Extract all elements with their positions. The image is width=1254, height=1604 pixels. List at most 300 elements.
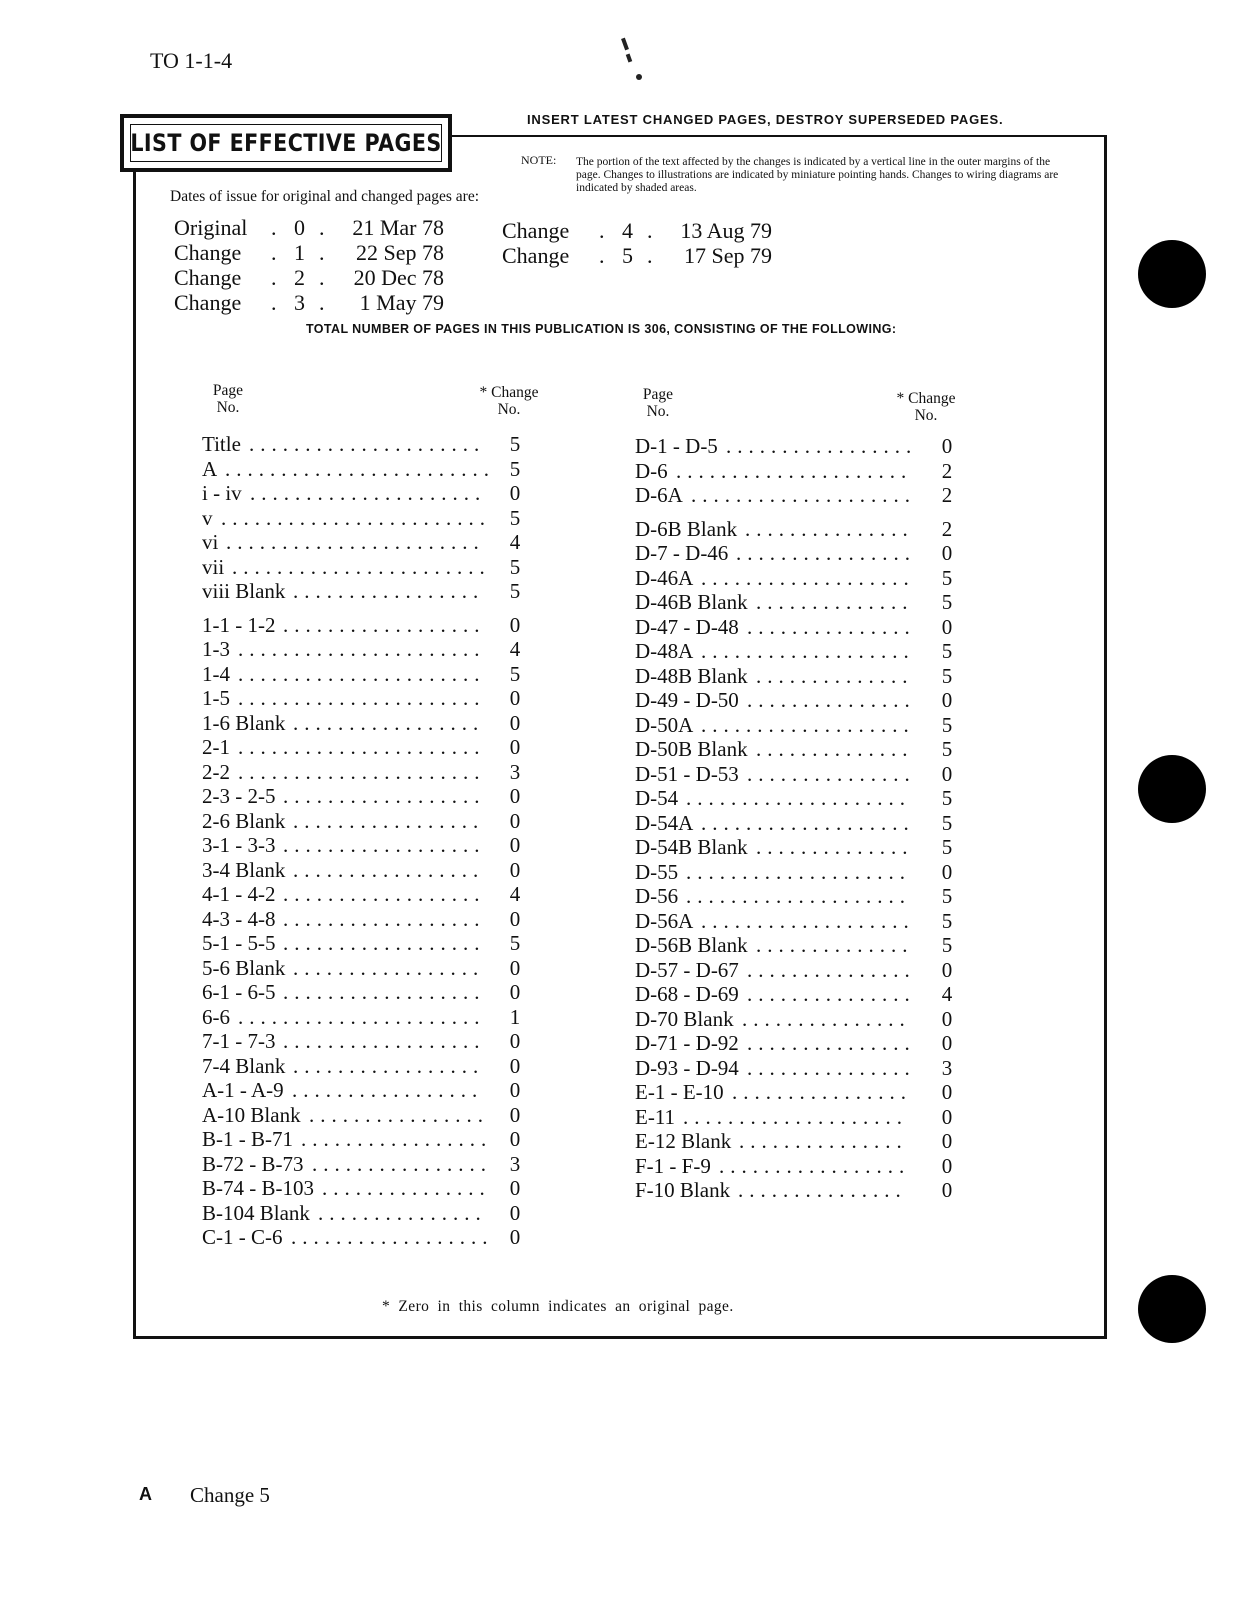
note-text: The portion of the text affected by the changes is indicated by a vertical line in the outer margins of the page. Changes to illustrations are indicated by miniature pointing hands. Changes to wiring diagrams are indicated by shaded areas.: [576, 156, 1059, 194]
leader-dots: ...............: [739, 1129, 908, 1153]
change-number: 5: [509, 931, 521, 955]
total-pages-line: TOTAL NUMBER OF PAGES IN THIS PUBLICATION IS 306, CONSISTING OF THE FOLLOWING:: [306, 322, 897, 336]
change-number: 0: [941, 1104, 953, 1129]
page-list-row: [202, 555, 533, 580]
page-list-row: [635, 1031, 965, 1056]
binder-hole: [1138, 240, 1206, 308]
leader-dots: ......................: [238, 661, 486, 686]
page-number: D-50A: [635, 712, 694, 737]
change-number: 5: [509, 456, 521, 481]
page-number: D-56A: [635, 908, 694, 933]
page-list-row: [202, 907, 533, 932]
leader-dots: ..................: [283, 784, 486, 808]
page-number: 1-1 - 1-2: [202, 612, 276, 637]
leader-dots: ......................: [238, 735, 486, 759]
page-list-row: [202, 530, 533, 555]
change-number: 0: [941, 761, 953, 786]
leader-dots: .................: [292, 1078, 484, 1102]
leader-dots: ..................: [283, 906, 486, 931]
page-list-row: [202, 662, 533, 687]
change-number: 0: [509, 808, 521, 833]
leader-dots: ..................: [283, 833, 486, 857]
leader-dots: ...............: [747, 688, 916, 712]
change-number: 0: [941, 614, 953, 639]
page-number: v: [202, 505, 213, 530]
issue-number: 4: [622, 218, 633, 243]
page-list-row: [202, 784, 533, 809]
leader-dots: ...............: [747, 957, 916, 982]
page-list-row: [635, 1080, 965, 1105]
change-number: 5: [941, 884, 953, 908]
change-number: 4: [509, 637, 521, 661]
page-number: Title: [202, 432, 241, 456]
leader-dots: .....................: [249, 432, 486, 456]
change-number: 0: [509, 1225, 521, 1249]
page-list-row: [635, 517, 965, 542]
leader-dots: ....................: [686, 884, 911, 908]
page-list-row: [202, 457, 533, 482]
page-list-row: [202, 637, 533, 662]
change-number: 0: [941, 1006, 953, 1031]
page-list-row: [635, 958, 965, 983]
leader-dot: .: [647, 243, 653, 268]
page-list-row: [635, 884, 965, 909]
page-list-row: [202, 1127, 533, 1152]
page-number: 6-1 - 6-5: [202, 980, 276, 1004]
leader-dots: .................: [301, 1127, 493, 1151]
page-number: 2-2: [202, 759, 230, 784]
change-number: 0: [509, 686, 521, 710]
page-list-row: [202, 809, 533, 834]
header-change: * Change: [479, 384, 539, 401]
leader-dots: ...............: [738, 1178, 907, 1202]
leader-dots: ..............: [756, 933, 914, 957]
change-number: 5: [941, 712, 953, 737]
change-number: 0: [509, 955, 521, 980]
leader-dots: .................: [293, 857, 485, 882]
leader-dot: .: [319, 240, 325, 265]
scan-mark: [621, 38, 629, 51]
header-no: No.: [497, 401, 521, 418]
page-number: B-104 Blank: [202, 1200, 310, 1225]
leader-dot: .: [599, 218, 605, 243]
leader-dot: .: [599, 243, 605, 268]
leader-dots: .................: [726, 434, 918, 458]
title-box: [120, 114, 452, 172]
leader-dots: ......................: [238, 686, 486, 710]
leader-dots: ..................: [283, 980, 486, 1004]
page-list-row: [635, 688, 965, 713]
change-number: 5: [941, 737, 953, 761]
page-number: 1-4: [202, 661, 230, 686]
page-number: D-6: [635, 458, 668, 483]
page-number: C-1 - C-6: [202, 1225, 283, 1249]
page-number: D-47 - D-48: [635, 614, 739, 639]
change-number: 5: [941, 908, 953, 933]
change-number: 1: [509, 1004, 521, 1029]
issue-row: [502, 243, 782, 268]
leader-dots: ...............: [318, 1200, 487, 1225]
issue-number: 2: [294, 265, 305, 290]
page-number: 2-3 - 2-5: [202, 784, 276, 808]
issue-number: 0: [294, 215, 305, 240]
change-no-header: [468, 384, 550, 418]
page-list-row: [635, 1007, 965, 1032]
leader-dots: ................: [736, 541, 916, 565]
issue-row: [502, 218, 782, 243]
page-number: E-12 Blank: [635, 1129, 732, 1153]
change-number: 4: [509, 882, 521, 906]
page-number: E-1 - E-10: [635, 1080, 724, 1104]
leader-dot: .: [271, 290, 277, 315]
leader-dots: ...................: [701, 908, 915, 933]
change-number: 2: [941, 516, 953, 541]
change-number: 0: [509, 612, 521, 637]
page-number: D-49 - D-50: [635, 688, 739, 712]
page-list-row: [635, 737, 965, 762]
leader-dots: ...............: [747, 761, 916, 786]
page-number: D-6A: [635, 483, 683, 507]
page-list-row: [202, 1054, 533, 1079]
insert-instruction: INSERT LATEST CHANGED PAGES, DESTROY SUPERSEDED PAGES.: [527, 112, 1004, 127]
issue-label: Change: [174, 265, 242, 290]
page-number: D-68 - D-69: [635, 982, 739, 1006]
page-list-row: [635, 933, 965, 958]
page-list-row: [635, 483, 965, 508]
page-number: D-6B Blank: [635, 516, 738, 541]
page-list-row: [202, 858, 533, 883]
leader-dot: .: [271, 265, 277, 290]
page-list-row: [635, 1105, 965, 1130]
leader-dots: .......................: [226, 530, 485, 554]
leader-dots: ....................: [691, 483, 916, 507]
issue-label: Change: [502, 243, 570, 268]
page-list-row: [202, 711, 533, 736]
page-list-row: [635, 860, 965, 885]
change-number: 0: [941, 434, 953, 458]
page-no-header: [630, 386, 686, 420]
page-number: D-56: [635, 884, 679, 908]
footnote: * Zero in this column indicates an original page.: [382, 1298, 734, 1315]
issue-date: 22 Sep 78: [356, 240, 444, 265]
page-number: D-46B Blank: [635, 590, 748, 614]
issue-row: [174, 240, 454, 265]
leader-dots: .................: [293, 710, 485, 735]
leader-dots: ..................: [283, 931, 486, 955]
page-number: D-54: [635, 786, 679, 810]
page-list-row: [202, 1201, 533, 1226]
leader-dots: ....................: [683, 1104, 908, 1129]
page-list-row: [635, 1129, 965, 1154]
leader-dots: ................: [732, 1080, 912, 1104]
change-number: 5: [941, 933, 953, 957]
page-number: D-93 - D-94: [635, 1055, 739, 1080]
leader-dots: ....................: [686, 859, 911, 884]
leader-dots: .....................: [676, 458, 913, 483]
page-list-row: [635, 1178, 965, 1203]
page-number: 1-3: [202, 637, 230, 661]
change-number: 5: [509, 505, 521, 530]
page-list-row: [635, 909, 965, 934]
header-no: No.: [914, 407, 938, 424]
issue-date: 17 Sep 79: [684, 243, 772, 268]
change-number: 0: [509, 857, 521, 882]
issue-date: 1 May 79: [359, 290, 444, 315]
page-list-row: [635, 459, 965, 484]
change-number: 5: [509, 432, 521, 456]
leader-dots: ....................: [686, 786, 911, 810]
change-number: 0: [941, 1031, 953, 1055]
leader-dot: .: [271, 215, 277, 240]
footer-change: Change 5: [190, 1483, 270, 1507]
leader-dots: ...............: [747, 614, 916, 639]
page-number: 6-6: [202, 1004, 230, 1029]
footer-page-letter: A: [139, 1484, 152, 1504]
leader-dot: .: [319, 290, 325, 315]
change-number: 3: [509, 759, 521, 784]
change-number: 3: [941, 1055, 953, 1080]
leader-dot: .: [319, 215, 325, 240]
page-number: D-7 - D-46: [635, 541, 729, 565]
change-number: 0: [509, 1200, 521, 1225]
page-list-row: [202, 1225, 533, 1250]
page-list-row: [202, 980, 533, 1005]
page-number: D-71 - D-92: [635, 1031, 739, 1055]
page-list-row: [202, 1029, 533, 1054]
issue-date: 13 Aug 79: [680, 218, 772, 243]
page-number: B-72 - B-73: [202, 1151, 304, 1176]
page-list-row: [202, 760, 533, 785]
page-list-row: [635, 639, 965, 664]
title-inner-border: [130, 124, 442, 162]
change-number: 5: [509, 554, 521, 579]
page-list-row: [202, 481, 533, 506]
header-page: Page: [212, 382, 244, 399]
page-list-row: [635, 541, 965, 566]
binder-hole: [1138, 1275, 1206, 1343]
change-number: 0: [509, 1102, 521, 1127]
leader-dots: .................: [293, 808, 485, 833]
leader-dots: .................: [719, 1153, 911, 1178]
page-number: 1-5: [202, 686, 230, 710]
leader-dots: ..................: [283, 882, 486, 906]
leader-dot: .: [319, 265, 325, 290]
page-number: D-48B Blank: [635, 663, 748, 688]
page-number: viii Blank: [202, 579, 286, 603]
change-number: 5: [509, 661, 521, 686]
change-number: 0: [509, 906, 521, 931]
page-number: F-1 - F-9: [635, 1153, 711, 1178]
change-number: 5: [941, 786, 953, 810]
leader-dots: .....................: [250, 481, 487, 505]
page-number: 5-1 - 5-5: [202, 931, 276, 955]
change-number: 0: [509, 784, 521, 808]
page-number: vii: [202, 554, 225, 579]
change-number: 0: [509, 833, 521, 857]
change-number: 0: [941, 1080, 953, 1104]
leader-dots: ................: [312, 1151, 492, 1176]
page-number: 4-1 - 4-2: [202, 882, 276, 906]
page-list-row: [202, 1176, 533, 1201]
page-list-row: [202, 956, 533, 981]
page-number: A-1 - A-9: [202, 1078, 284, 1102]
page-list-row: [635, 566, 965, 591]
note-label: NOTE:: [521, 153, 557, 167]
leader-dots: ........................: [225, 456, 495, 481]
change-number: 5: [941, 565, 953, 590]
leader-dots: ......................: [238, 637, 486, 661]
issue-row: [174, 215, 454, 240]
issue-date: 20 Dec 78: [353, 265, 444, 290]
page-number: vi: [202, 530, 219, 554]
change-number: 2: [941, 458, 953, 483]
page-list-row: [635, 713, 965, 738]
leader-dots: ...................: [701, 712, 915, 737]
change-number: 0: [941, 1178, 953, 1202]
page-number: 1-6 Blank: [202, 710, 286, 735]
page-list-row: [202, 686, 533, 711]
change-number: 0: [509, 735, 521, 759]
page-list-row: [635, 835, 965, 860]
change-number: 0: [509, 1078, 521, 1102]
change-no-header: [885, 390, 967, 424]
page-number: F-10 Blank: [635, 1178, 731, 1202]
leader-dots: ..................: [283, 612, 486, 637]
page-list-row: [202, 613, 533, 638]
change-number: 4: [509, 530, 521, 554]
page-number: B-74 - B-103: [202, 1176, 314, 1200]
page-list-row: [202, 1005, 533, 1030]
leader-dots: .................: [293, 579, 485, 603]
page-number: 7-1 - 7-3: [202, 1029, 276, 1053]
leader-dots: ...................: [701, 565, 915, 590]
page-number: 4-3 - 4-8: [202, 906, 276, 931]
leader-dots: .......................: [232, 554, 491, 579]
leader-dots: ..................: [283, 1029, 486, 1053]
page-number: D-57 - D-67: [635, 957, 739, 982]
change-number: 0: [509, 1053, 521, 1078]
change-number: 3: [509, 1151, 521, 1176]
header-no: No.: [216, 399, 240, 416]
page-number: 2-6 Blank: [202, 808, 286, 833]
page-number: E-11: [635, 1104, 676, 1129]
page-list-row: [635, 590, 965, 615]
change-number: 0: [941, 859, 953, 884]
page-list-row: [202, 931, 533, 956]
leader-dots: ..............: [756, 590, 914, 614]
page-list-row: [202, 1103, 533, 1128]
leader-dot: .: [271, 240, 277, 265]
page-list-row: [635, 1154, 965, 1179]
change-number: 0: [509, 1127, 521, 1151]
page-no-header: [200, 382, 256, 416]
change-number: 0: [941, 541, 953, 565]
page-number: 7-4 Blank: [202, 1053, 286, 1078]
change-number: 0: [509, 710, 521, 735]
page-number: D-56B Blank: [635, 933, 748, 957]
change-number: 0: [941, 1129, 953, 1153]
leader-dots: ...............: [742, 1006, 911, 1031]
page-number: 2-1: [202, 735, 230, 759]
page-number: D-54B Blank: [635, 835, 748, 859]
page-number: D-50B Blank: [635, 737, 748, 761]
change-number: 0: [941, 957, 953, 982]
page-list-row: [202, 579, 533, 604]
page-list-row: [635, 615, 965, 640]
change-number: 0: [509, 481, 521, 505]
change-number: 2: [941, 483, 953, 507]
page-number: i - iv: [202, 481, 242, 505]
page-number: D-54A: [635, 810, 694, 835]
page-list-row: [202, 1152, 533, 1177]
header-no: No.: [646, 403, 670, 420]
leader-dots: ......................: [238, 759, 486, 784]
issue-number: 5: [622, 243, 633, 268]
leader-dots: ...............: [747, 982, 916, 1006]
leader-dots: ...............: [747, 1031, 916, 1055]
scan-mark: [636, 74, 642, 80]
page-number: 3-4 Blank: [202, 857, 286, 882]
page-title: LIST OF EFFECTIVE PAGES: [130, 129, 442, 157]
change-number: 5: [941, 590, 953, 614]
change-number: 0: [509, 1176, 521, 1200]
page-number: D-1 - D-5: [635, 434, 718, 458]
leader-dots: ...............: [745, 516, 914, 541]
issue-label: Change: [174, 240, 242, 265]
change-number: 5: [941, 810, 953, 835]
issue-number: 3: [294, 290, 305, 315]
page-number: D-46A: [635, 565, 694, 590]
leader-dots: ..............: [756, 663, 914, 688]
change-number: 5: [509, 579, 521, 603]
page-number: 5-6 Blank: [202, 955, 286, 980]
issue-date: 21 Mar 78: [352, 215, 444, 240]
page-list-row: [202, 735, 533, 760]
leader-dots: ...................: [701, 639, 915, 663]
header-change: * Change: [896, 390, 956, 407]
page-list-row: [635, 1056, 965, 1081]
page-list-row: [202, 833, 533, 858]
page-list-row: [202, 432, 533, 457]
change-number: 5: [941, 663, 953, 688]
page-number: 3-1 - 3-3: [202, 833, 276, 857]
issue-row: [174, 290, 454, 315]
dates-intro: Dates of issue for original and changed pages are:: [170, 188, 480, 205]
leader-dots: ..................: [291, 1225, 494, 1249]
page-list-row: [635, 434, 965, 459]
page-number: B-1 - B-71: [202, 1127, 293, 1151]
leader-dots: ........................: [221, 505, 491, 530]
page-list-row: [202, 506, 533, 531]
change-number: 5: [941, 639, 953, 663]
page-list-row: [635, 664, 965, 689]
page-list-row: [635, 762, 965, 787]
issue-label: Change: [174, 290, 242, 315]
leader-dots: .................: [293, 955, 485, 980]
issue-row: [174, 265, 454, 290]
page-list-row: [635, 811, 965, 836]
binder-hole: [1138, 755, 1206, 823]
change-number: 0: [941, 1153, 953, 1178]
leader-dots: ...................: [701, 810, 915, 835]
leader-dots: ...............: [747, 1055, 916, 1080]
page-list-row: [202, 1078, 533, 1103]
change-number: 5: [941, 835, 953, 859]
leader-dots: ...............: [322, 1176, 491, 1200]
leader-dots: ..............: [756, 835, 914, 859]
change-number: 0: [509, 980, 521, 1004]
page-number: D-70 Blank: [635, 1006, 734, 1031]
